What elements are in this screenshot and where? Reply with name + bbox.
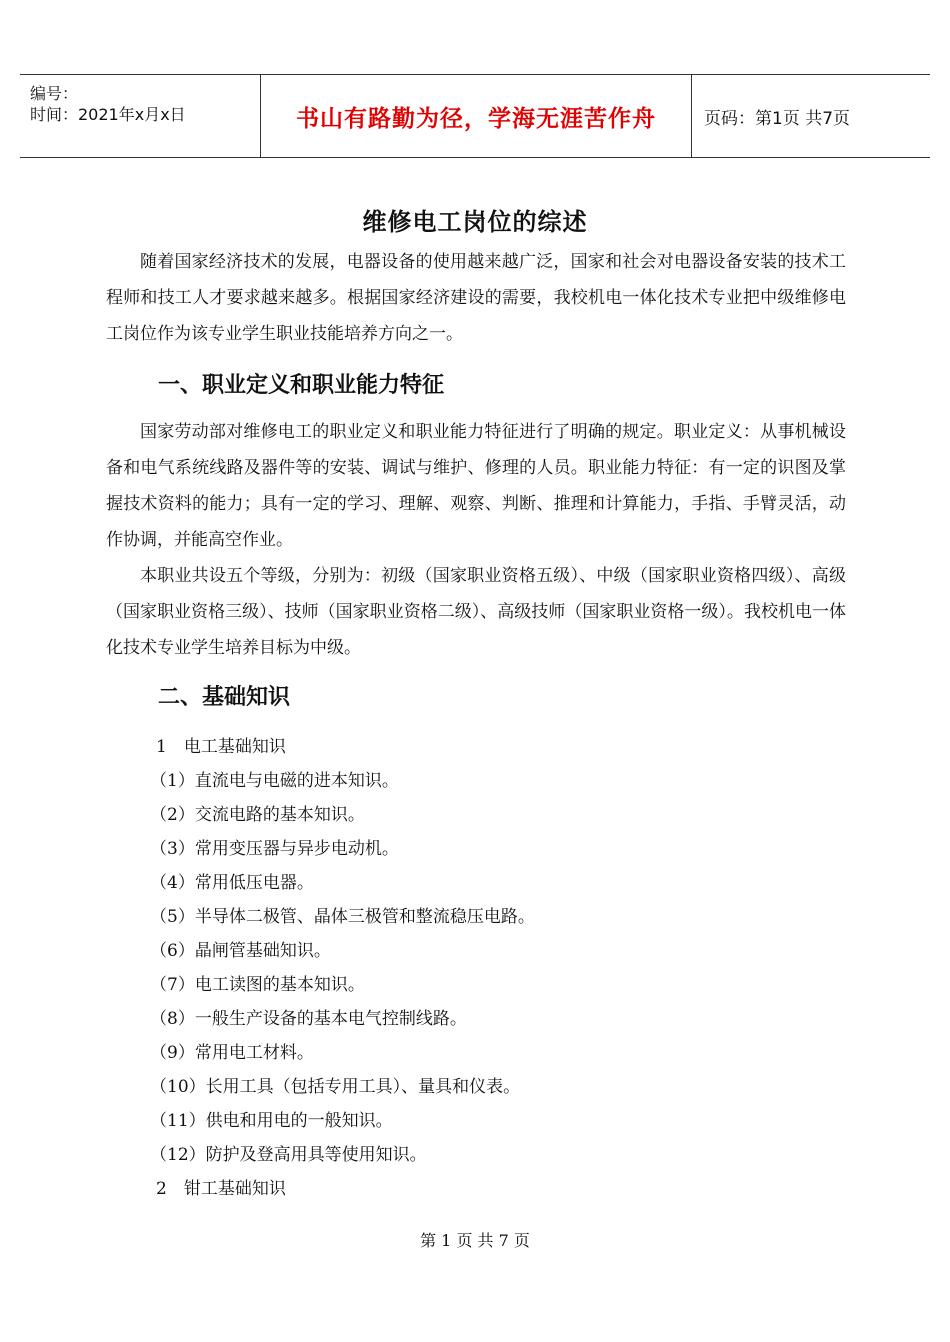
list-item: （11）供电和用电的一般知识。 [150, 1111, 393, 1131]
header-meta [20, 75, 261, 157]
list-item: （12）防护及登高用具等使用知识。 [150, 1145, 427, 1165]
list-item: （4）常用低压电器。 [150, 873, 314, 893]
section1-heading: 一、职业定义和职业能力特征 [158, 373, 445, 398]
intro-paragraph: 随着国家经济技术的发展，电器设备的使用越来越广泛，国家和社会对电器设备安装的技术工程师和技工人才要求越来越多。根据国家经济建设的需要，我校机电一体化技术专业把中级维修电工岗位作为该专业学生职业技能培养方向之一。 [106, 252, 846, 344]
list-item: （1）直流电与电磁的进本知识。 [150, 771, 399, 791]
header-page-info: 页码：第1页 共7页 [704, 108, 851, 129]
time-label: 时间：2021年x月x日 [30, 105, 186, 124]
list-item: （10）长用工具（包括专用工具）、量具和仪表。 [150, 1077, 521, 1097]
list-item: 2 钳工基础知识 [156, 1179, 286, 1199]
list-item: （3）常用变压器与异步电动机。 [150, 839, 399, 859]
list-item: （9）常用电工材料。 [150, 1043, 314, 1063]
page-footer: 第 1 页 共 7 页 [420, 1231, 530, 1250]
list-item: 1 电工基础知识 [156, 737, 286, 757]
list-item: （6）晶闸管基础知识。 [150, 941, 331, 961]
list-item: （2）交流电路的基本知识。 [150, 805, 365, 825]
list-item: （8）一般生产设备的基本电气控制线路。 [150, 1009, 467, 1029]
section1-paragraph-2: 本职业共设五个等级，分别为：初级（国家职业资格五级）、中级（国家职业资格四级）、高级（国家职业资格三级）、技师（国家职业资格二级）、高级技师（国家职业资格一级）。我校机电一体化技术专业学生培养目标为中级。 [106, 566, 846, 658]
header-motto: 书山有路勤为径，学海无涯苦作舟 [261, 75, 692, 157]
list-item: （7）电工读图的基本知识。 [150, 975, 365, 995]
list-item: （5）半导体二极管、晶体三极管和整流稳压电路。 [150, 907, 535, 927]
document-title: 维修电工岗位的综述 [362, 208, 588, 236]
section2-heading: 二、基础知识 [158, 685, 291, 710]
section1-paragraph-1: 国家劳动部对维修电工的职业定义和职业能力特征进行了明确的规定。职业定义：从事机械设备和电气系统线路及器件等的安装、调试与维护、修理的人员。职业能力特征：有一定的识图及掌握技术资料的能力；具有一定的学习、理解、观察、判断、推理和计算能力，手指、手臂灵活，动作协调，并能高空作业。 [106, 422, 846, 550]
knowledge-list [150, 730, 535, 1206]
serial-label: 编号： [30, 84, 79, 103]
header-table [20, 74, 930, 158]
